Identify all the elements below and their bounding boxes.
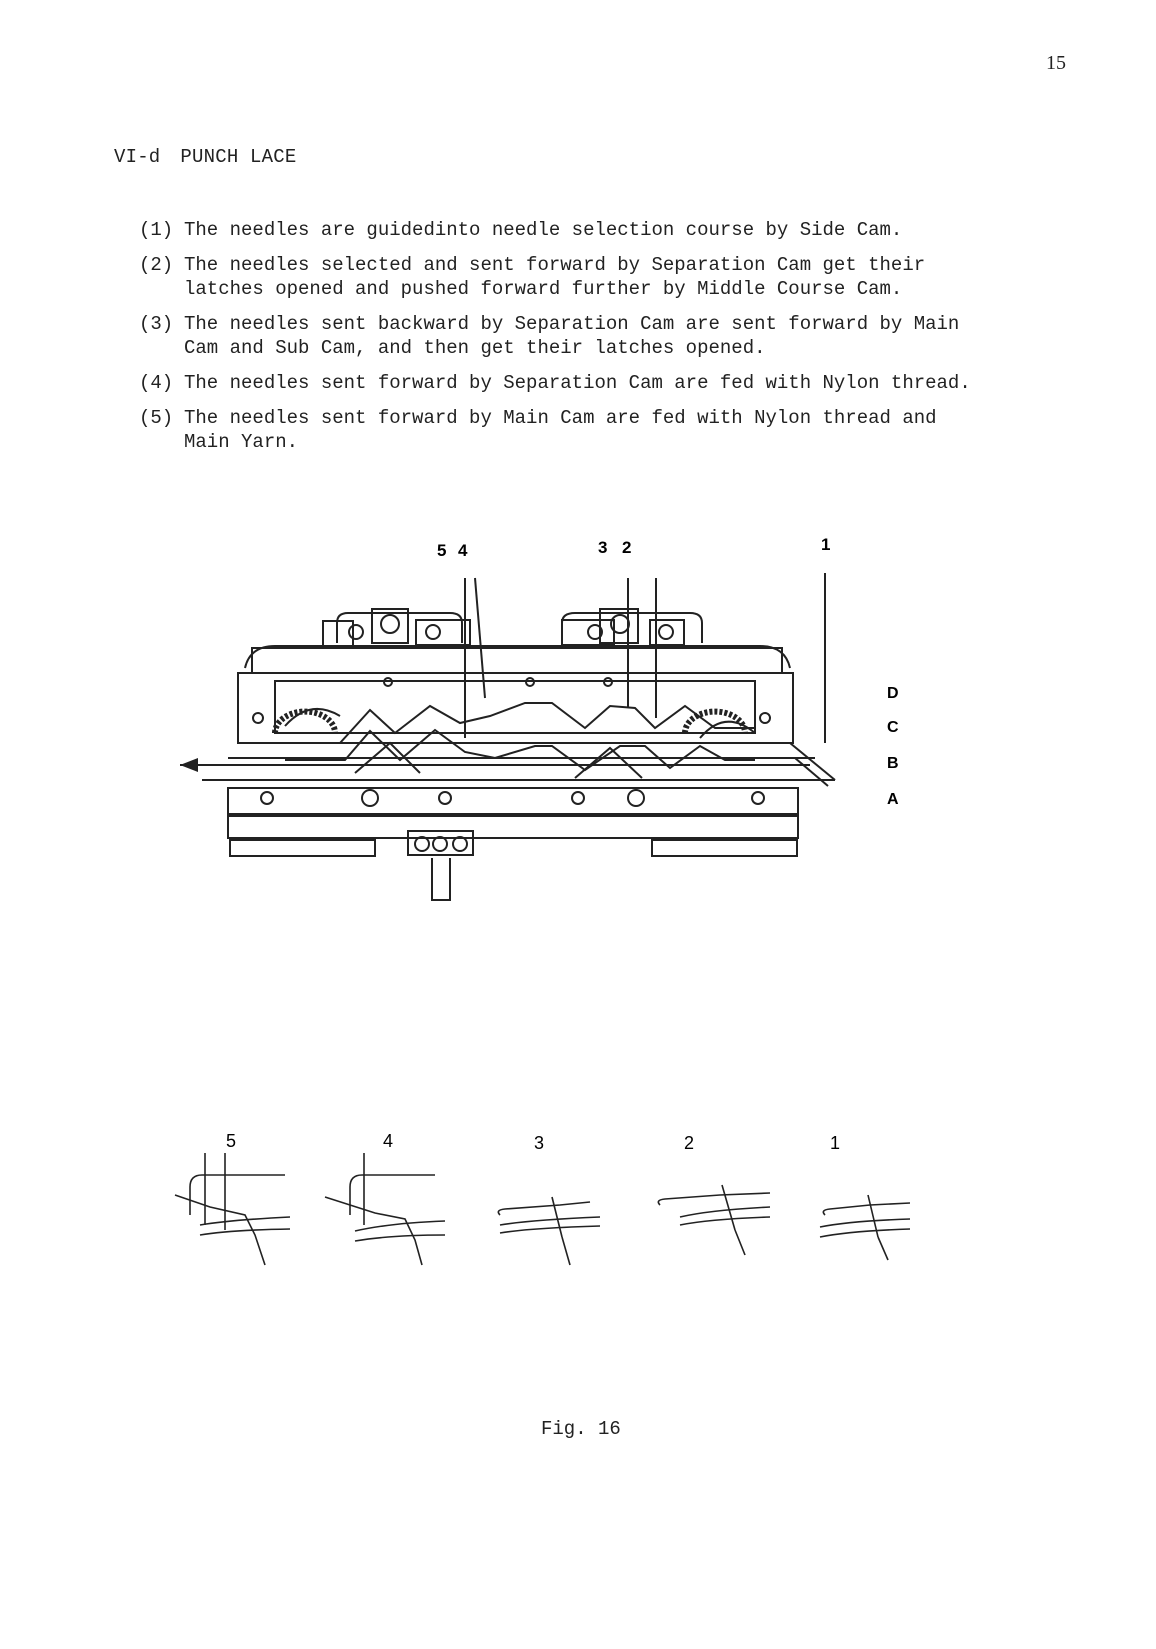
step-number: (3) [139, 313, 174, 335]
course-label: B [887, 755, 899, 772]
step-number: (1) [139, 219, 174, 241]
step-text: The needles are guidedinto needle selection course by Side Cam. [184, 219, 903, 241]
step-number: (5) [139, 407, 174, 429]
course-label: A [887, 791, 899, 808]
needle-label: 3 [534, 1133, 545, 1153]
step-number: (4) [139, 372, 174, 394]
step-text: The needles selected and sent forward by Separation Cam get their latches opened and pushed forward further by Middle Course Cam. [184, 254, 926, 300]
needle-label: 2 [684, 1133, 695, 1153]
course-label: D [887, 685, 899, 702]
steps-list [139, 218, 1029, 465]
step-text: The needles sent backward by Separation Cam are sent forward by Main Cam and Sub Cam, and then get their latches opened. [184, 313, 960, 359]
section-heading [114, 146, 316, 168]
section-code: VI-d [114, 146, 161, 168]
section-title: PUNCH LACE [180, 146, 297, 168]
callout-label: 1 [821, 535, 831, 554]
needle-label: 5 [226, 1131, 237, 1151]
step-item [139, 253, 1029, 301]
step-text: The needles sent forward by Main Cam are fed with Nylon thread and Main Yarn. [184, 407, 937, 453]
callout-label: 4 [458, 541, 468, 560]
step-item [139, 218, 1029, 242]
figure-caption: Fig. 16 [541, 1418, 621, 1440]
callout-label: 3 [598, 538, 608, 557]
needle-positions-diagram [170, 1125, 950, 1265]
page-number: 15 [1046, 52, 1066, 74]
step-item [139, 312, 1029, 360]
step-number: (2) [139, 254, 174, 276]
step-text: The needles sent forward by Separation Cam are fed with Nylon thread. [184, 372, 971, 394]
carriage-diagram [180, 535, 910, 948]
needle-label: 4 [383, 1131, 394, 1151]
needle-label: 1 [830, 1133, 841, 1153]
step-item [139, 371, 1029, 395]
callout-label: 5 [437, 541, 447, 560]
step-item [139, 406, 1029, 454]
callout-label: 2 [622, 538, 632, 557]
course-label: C [887, 719, 899, 736]
